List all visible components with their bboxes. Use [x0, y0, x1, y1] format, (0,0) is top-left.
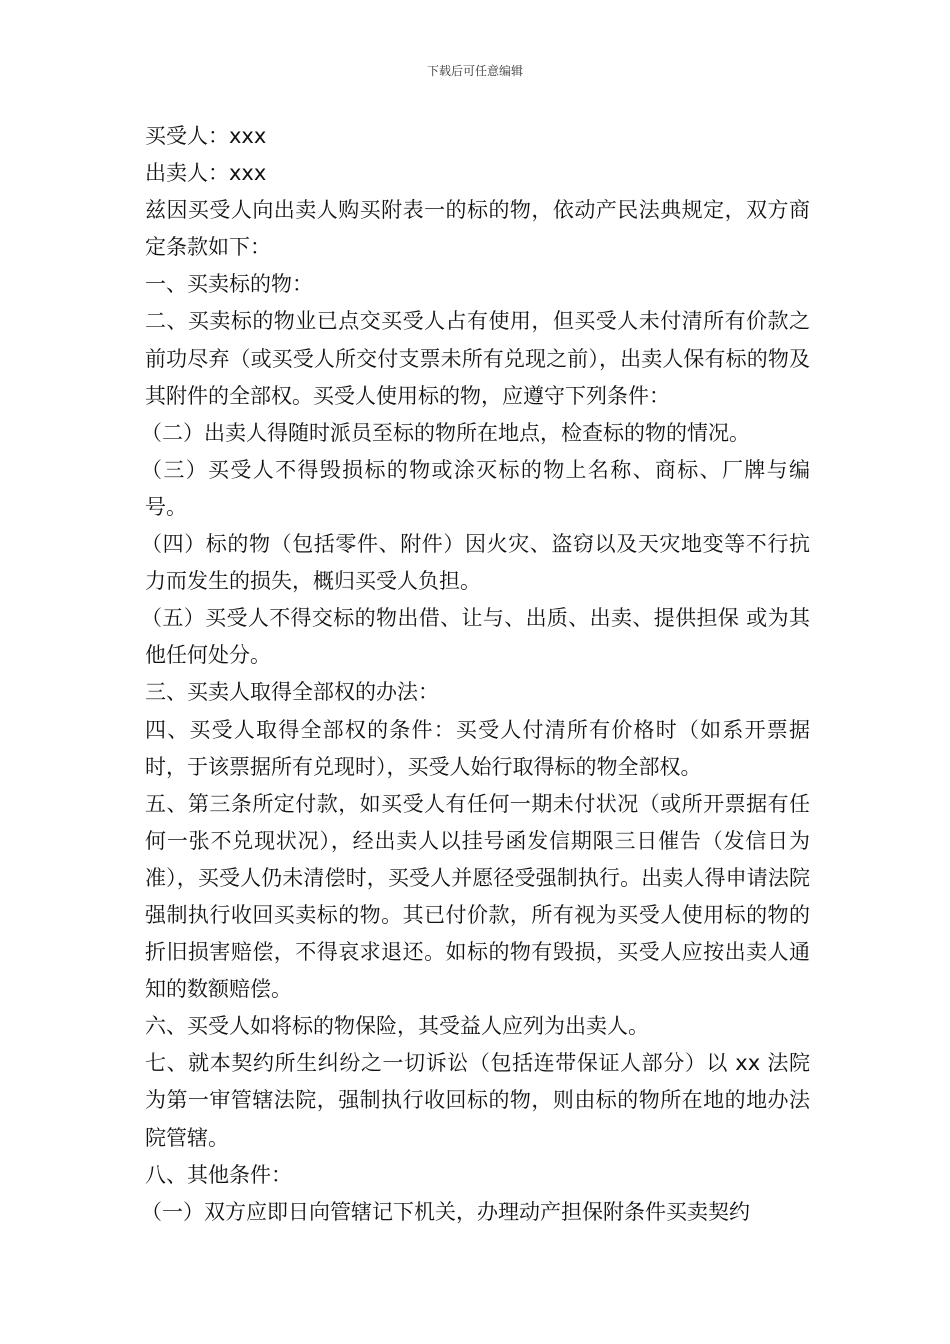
clause-6: 六、买受人如将标的物保险，其受益人应列为出卖人。 — [145, 1014, 649, 1039]
buyer-line: 买受人：xxx — [145, 124, 267, 148]
contract-body — [141, 118, 810, 1231]
preamble-paragraph: 兹因买受人向出卖人购买附表一的标的物，依动产民法典规定，双方商定条款如下： — [145, 198, 810, 260]
clause-4: 四、买受人取得全部权的条件：买受人付清所有价格时（如系开票据时，于该票据所有兑现时），买受人始行取得标的物全部权。 — [145, 717, 810, 779]
clause-2-item-3: （三）买受人不得毁损标的物或涂灭标的物上名称、商标、厂牌与编号。 — [141, 457, 810, 519]
page-header: 下载后可任意编辑 — [426, 64, 523, 78]
clause-7: 七、就本契约所生纠纷之一切诉讼（包括连带保证人部分）以 xx 法院为第一审管辖法院，强制执行收回标的物，则由标的物所在地的地办法院管辖。 — [145, 1051, 810, 1150]
clause-2-item-5: （五）买受人不得交标的物出借、让与、出质、出卖、提供担保 或为其他任何处分。 — [141, 606, 810, 668]
clause-1: 一、买卖标的物： — [145, 272, 313, 297]
clause-3: 三、买卖人取得全部权的办法： — [145, 680, 439, 705]
clause-2-item-4: （四）标的物（包括零件、附件）因火灾、盗窃以及天灾地变等不行抗力而发生的损失，概归买受人负担。 — [141, 532, 810, 594]
clause-8-item-1: （一）双方应即日向管辖记下机关，办理动产担保附条件买卖契约 — [141, 1199, 750, 1224]
seller-line: 出卖人：xxx — [145, 161, 267, 186]
clause-2: 二、买卖标的物业已点交买受人占有使用，但买受人未付清所有价款之前功尽弃（或买受人所交付支票未所有兑现之前），出卖人保有标的物及其附件的全部权。买受人使用标的物，应遵守下列条件： — [145, 309, 810, 408]
clause-2-item-2: （二）出卖人得随时派员至标的物所在地点，检查标的物的情况。 — [141, 420, 750, 445]
clause-8: 八、其他条件： — [145, 1162, 292, 1187]
clause-5: 五、第三条所定付款，如买受人有任何一期未付状况（或所开票据有任何一张不兑现状况），经出卖人以挂号函发信期限三日催告（发信日为准），买受人仍未清偿时，买受人并愿径受强制执行。出卖人得申请法院强制执行收回买卖标的物。其已付价款，所有视为买受人使用标的物的折旧损害赔偿，不得哀求退还。如标的物有毁损，买受人应按出卖人通知的数额赔偿。 — [145, 791, 810, 1002]
